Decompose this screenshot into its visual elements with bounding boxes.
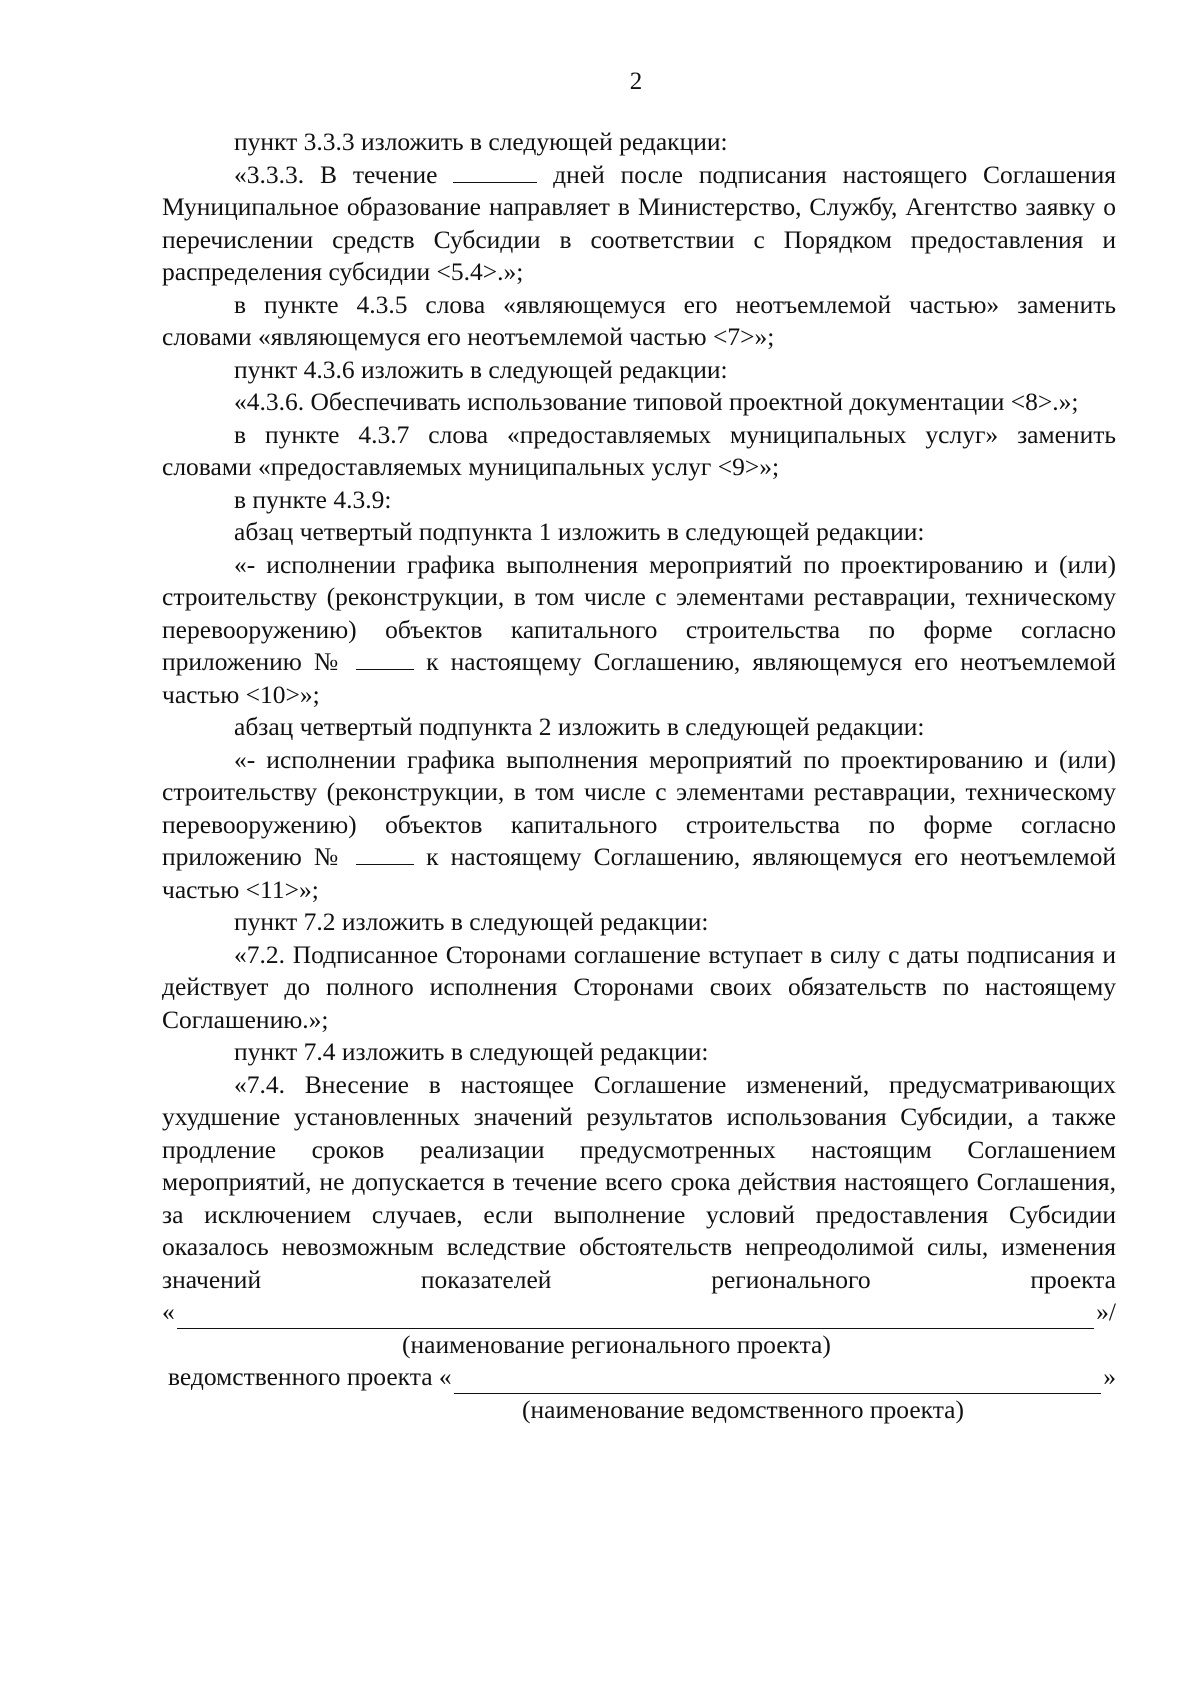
paragraph-subpoint-1-intro: абзац четвертый подпункта 1 изложить в следующей редакции: xyxy=(234,517,925,546)
subpoint-1-end: к настоящему Соглашению, являющемуся его неотъемлемой частью <10>»; xyxy=(162,647,1116,709)
paragraph-4-3-9: в пункте 4.3.9: xyxy=(234,484,392,514)
paragraph-3-3-3-start: «3.3.3. В течение xyxy=(234,159,454,189)
paragraph-7-2-intro: пункт 7.2 изложить в следующей редакции: xyxy=(234,907,709,936)
subpoint-1-start: «- исполнении графика выполнения мероприятий по проектированию и (или) строительству (реконструкции, в том числе с элементами реставрации, техническому перевооружению) объектов капитального строительства по форме согласно приложению № xyxy=(162,549,1116,676)
paragraph-subpoint-2-intro: абзац четвертый подпункта 2 изложить в следующей редакции: xyxy=(234,712,925,741)
last-line-word-2: показателей xyxy=(420,1264,552,1294)
document-body xyxy=(162,126,1116,1426)
paragraph-1: пункт 3.3.3 изложить в следующей редакции: xyxy=(234,127,728,156)
departmental-project-field xyxy=(162,1361,1116,1394)
paragraph-3-3-3 xyxy=(162,159,1116,289)
paragraph-4-3-6-intro: пункт 4.3.6 изложить в следующей редакции: xyxy=(234,354,728,384)
paragraph-7-4-last-line xyxy=(162,1264,1116,1297)
page-number: 2 xyxy=(629,68,643,95)
paragraph-7-4-intro: пункт 7.4 изложить в следующей редакции: xyxy=(234,1037,709,1066)
last-line-word-3: регионального xyxy=(711,1264,871,1294)
regional-project-blank xyxy=(177,1304,1094,1329)
departmental-project-caption: (наименование ведомственного проекта) xyxy=(522,1394,964,1424)
last-line-word-1: значений xyxy=(162,1264,262,1294)
paragraph-4-3-6: «4.3.6. Обеспечивать использование типовой проектной документации <8>.»; xyxy=(234,387,1079,416)
departmental-project-close-quote: » xyxy=(1103,1362,1116,1391)
days-blank xyxy=(453,181,537,183)
regional-project-close-quote: »/ xyxy=(1096,1297,1116,1326)
subpoint-2-start: «- исполнении графика выполнения мероприятий по проектированию и (или) строительству (реконструкции, в том числе с элементами реставрации, техническому перевооружению) объектов капитального строительства по форме согласно приложению № xyxy=(162,744,1116,871)
paragraph-7-4: «7.4. Внесение в настоящее Соглашение изменений, предусматривающих ухудшение установленных значений результатов использования Субсидии, а также продление сроков реализации предусмотренных настоящим Соглашением мероприятий, не допускается в течение всего срока действия настоящего Соглашения, за исключением случаев, если выполнение условий предоставления Субсидии оказалось невозможным вследствие обстоятельств непреодолимой силы, изменения xyxy=(162,1069,1116,1261)
subpoint-2-end: к настоящему Соглашению, являющемуся его неотъемлемой частью <11>»; xyxy=(162,842,1116,904)
regional-project-field xyxy=(162,1296,1116,1329)
last-line-word-4: проекта xyxy=(1030,1264,1116,1294)
regional-project-open-quote: « xyxy=(162,1297,175,1326)
paragraph-subpoint-1 xyxy=(162,549,1116,712)
paragraph-subpoint-2 xyxy=(162,744,1116,907)
paragraph-3-3-3-end: дней после подписания настоящего Соглашения Муниципальное образование направляет в Министерство, Службу, Агентство заявку о перечислении средств Субсидии в соответствии с Порядком предоставления и распределения субсидии <5.4>.»; xyxy=(162,159,1116,286)
regional-project-caption: (наименование регионального проекта) xyxy=(402,1329,831,1359)
paragraph-4-3-5: в пункте 4.3.5 слова «являющемуся его неотъемлемой частью» заменить словами «являющемуся его неотъемлемой частью <7>»; xyxy=(162,289,1116,351)
paragraph-4-3-7: в пункте 4.3.7 слова «предоставляемых муниципальных услуг» заменить словами «предоставляемых муниципальных услуг <9>»; xyxy=(162,419,1116,481)
paragraph-7-2: «7.2. Подписанное Сторонами соглашение вступает в силу с даты подписания и действует до полного исполнения Сторонами своих обязательств по настоящему Соглашению.»; xyxy=(162,939,1116,1034)
appendix-number-blank-2 xyxy=(356,863,414,865)
departmental-project-blank xyxy=(454,1369,1102,1394)
appendix-number-blank-1 xyxy=(356,668,414,670)
departmental-project-label: ведомственного проекта « xyxy=(168,1362,452,1391)
